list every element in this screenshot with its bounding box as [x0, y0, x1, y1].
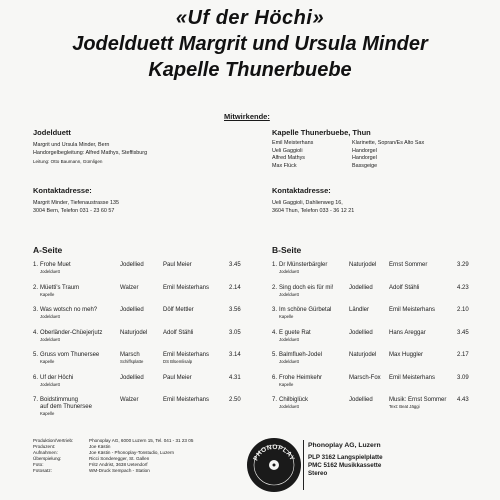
track-genre — [349, 352, 376, 359]
track-title-text: Frohe Heimkehr — [279, 374, 323, 381]
track-genre-text: Marsch — [120, 352, 140, 358]
track-composer — [389, 352, 423, 359]
track-composer — [163, 397, 209, 404]
side-b-tracklist — [272, 262, 477, 422]
track-row — [272, 375, 477, 393]
contact-title: Kontaktadresse: — [272, 186, 331, 195]
track-performer: Jodelduett — [40, 314, 60, 320]
credit-value: WM-Druck Sempach - Station — [89, 468, 150, 473]
performer-line: Handorgelbegleitung: Alfred Mathys, Steffisburg — [33, 149, 148, 156]
track-duration: 3.45 — [457, 329, 469, 336]
label-line: PMC 5162 Musikkassette — [308, 462, 382, 469]
track-title-text: Balmflueh-Jodel — [279, 352, 323, 358]
track-performer: Jodelduett — [279, 291, 299, 297]
credit-value: Fritz Andrist, 3638 Uetendorf — [89, 462, 148, 467]
track-title — [279, 307, 331, 320]
track-genre-text: Naturjodel — [120, 329, 148, 336]
mitwirkende-heading: Mitwirkende: — [224, 112, 270, 121]
track-row — [272, 285, 477, 303]
track-duration: 3.56 — [229, 307, 241, 313]
member-instrument: Klarinette, Sopran/Es Alto Sax — [352, 140, 425, 146]
track-duration: 3.09 — [457, 374, 469, 381]
credit-label: Aufnahmen: — [33, 450, 58, 455]
track-composer — [389, 397, 446, 410]
track-title — [279, 352, 322, 365]
track-genre-text: Jodellied — [120, 374, 144, 381]
track-composer-note: Text: Beat Jäggi — [389, 404, 420, 410]
label-line: PLP 3162 Langspielplatte — [308, 454, 383, 461]
track-row — [33, 330, 248, 348]
track-genre-text: Naturjodel — [349, 262, 377, 268]
track-performer: Jodelduett — [279, 359, 299, 365]
track-number: 2. — [272, 284, 278, 291]
track-composer-text: Adolf Stähli — [389, 284, 420, 291]
track-title-text: Sing doch eis für mi! — [279, 284, 334, 291]
track-duration: 4.31 — [229, 374, 241, 381]
track-genre — [349, 330, 373, 337]
performer-group-title: Kapelle Thunerbuebe, Thun — [272, 128, 371, 137]
side-a-tracklist — [33, 262, 248, 422]
side-a-title: A-Seite — [33, 245, 63, 255]
track-performer: Jodelduett — [279, 404, 299, 410]
member-name: Emil Meisterhans — [272, 140, 314, 146]
member-name: Max Flück — [272, 162, 297, 169]
track-composer-text: Paul Meier — [163, 262, 192, 268]
track-genre — [349, 375, 381, 382]
track-genre-text: Jodellied — [120, 262, 144, 268]
track-performer: Kapelle — [279, 381, 294, 387]
track-composer — [163, 307, 194, 314]
label-info — [308, 442, 488, 477]
track-composer-text: Emil Meisterhans — [389, 307, 436, 313]
contact-right — [272, 186, 472, 215]
track-duration: 2.50 — [229, 397, 241, 403]
track-genre-text: Jodellied — [349, 397, 373, 403]
credit-label: Überspielung: — [33, 456, 62, 461]
credit-label: Fotosatz: — [33, 468, 52, 473]
track-duration: 3.29 — [457, 262, 469, 268]
track-duration: 2.10 — [457, 307, 469, 313]
album-title: «Uf der Höchi» — [175, 7, 325, 29]
track-composer — [389, 307, 435, 314]
performer-line: Margrit und Ursula Minder, Bern — [33, 142, 110, 148]
track-title — [279, 330, 311, 343]
track-title-text: Chilbiglück — [279, 397, 309, 403]
track-genre-text: Marsch-Fox — [349, 374, 381, 381]
track-genre-note: Schiffsplatte — [120, 359, 144, 365]
track-composer-text: Adolf Stähli — [163, 329, 194, 336]
track-title-text: Gruss vom Thunersee — [40, 352, 100, 358]
track-number: 3. — [33, 307, 39, 313]
track-number: 4. — [272, 329, 278, 336]
performers-left — [33, 128, 233, 165]
track-number: 5. — [33, 352, 39, 358]
credit-value: Ricci Sonderegger, St. Gallen — [89, 456, 150, 461]
contact-line: 3004 Bern, Telefon 031 - 23 60 57 — [33, 207, 115, 214]
track-title — [279, 262, 327, 275]
member-name: Ueli Gaggioli — [272, 147, 303, 154]
track-composer — [163, 352, 209, 365]
track-composer — [163, 330, 193, 337]
credit-label: Produzent: — [33, 444, 56, 449]
track-composer — [389, 285, 419, 292]
track-genre-text: Jodellied — [120, 307, 144, 313]
track-genre — [349, 285, 373, 292]
track-composer-text: Emil Meisterhans — [163, 397, 210, 403]
credit-label: Foto: — [33, 462, 44, 467]
track-title-text: Dr Münsterbärgler — [279, 262, 328, 268]
track-performer: Jodelduett — [40, 381, 60, 387]
track-title — [40, 262, 71, 275]
track-genre — [120, 397, 138, 404]
track-title-text: Was wotsch no meh? — [40, 307, 98, 313]
track-title-text: Müetti's Traum — [40, 284, 80, 291]
track-number: 1. — [33, 262, 39, 268]
track-title — [40, 397, 92, 417]
track-title — [279, 397, 308, 410]
track-performer: Kapelle — [279, 314, 294, 320]
credit-value: Phonoplay AG, 6000 Luzern 15, Tel. 041 - 31 23 05 — [89, 438, 194, 443]
contact-left — [33, 186, 233, 215]
track-number: 5. — [272, 352, 278, 358]
credit-labels — [33, 438, 73, 474]
track-title — [40, 307, 97, 320]
track-performer: Kapelle — [40, 291, 55, 297]
track-genre — [349, 397, 373, 404]
track-row — [272, 330, 477, 348]
track-row — [33, 397, 248, 415]
track-row — [33, 307, 248, 325]
leitung-line: Leitung: Otto Baumann, Gümligen — [33, 159, 103, 165]
track-composer-text: Emil Meisterhans — [163, 352, 210, 358]
track-composer — [163, 262, 192, 269]
contact-line: Margrit Minder, Tiefenaustrasse 135 — [33, 200, 119, 206]
track-composer — [389, 375, 435, 382]
track-performer: Kapelle — [40, 359, 55, 365]
label-line: Stereo — [308, 470, 328, 477]
track-composer-text: Dölf Mettler — [163, 307, 194, 313]
track-duration: 4.23 — [457, 284, 469, 291]
track-genre-text: Jodellied — [349, 329, 373, 336]
track-title-text: Boidstimmung — [40, 397, 79, 403]
track-composer — [389, 330, 426, 337]
track-title-text: Uf der Höchi — [40, 374, 74, 381]
track-number: 7. — [33, 397, 39, 403]
track-title-text: E guete Rat — [279, 329, 311, 336]
track-genre — [349, 262, 376, 269]
track-duration: 3.14 — [229, 352, 241, 358]
track-number: 1. — [272, 262, 278, 268]
track-genre — [120, 375, 144, 382]
track-genre-text: Ländler — [349, 307, 370, 313]
credit-values — [89, 438, 193, 474]
track-row — [272, 397, 477, 415]
track-title — [40, 375, 73, 388]
label-company: Phonoplay AG, Luzern — [308, 442, 381, 449]
track-composer-text: Paul Meier — [163, 374, 192, 381]
track-number: 7. — [272, 397, 278, 403]
track-composer-text: Hans Areggar — [389, 329, 426, 336]
track-composer-text: Emil Meisterhans — [389, 374, 436, 381]
performers-right — [272, 128, 472, 176]
phonoplay-logo-icon — [246, 437, 302, 493]
track-performer: Jodelduett — [279, 336, 299, 342]
track-title-text: Oberländer-Chüejerjutz — [40, 329, 103, 336]
track-title — [40, 285, 79, 298]
track-performer: Jodelduett — [40, 336, 60, 342]
divider — [303, 440, 304, 490]
track-row — [272, 352, 477, 370]
track-title-text: Im schöne Gürbetal — [279, 307, 332, 313]
member-instrument: Bassgeige — [352, 162, 378, 169]
credit-label: Produktion/Vertrieb: — [33, 438, 74, 443]
contact-line: 3604 Thun, Telefon 033 - 36 12 21 — [272, 207, 355, 214]
track-row — [272, 262, 477, 280]
track-number: 6. — [272, 374, 278, 381]
track-composer — [389, 262, 427, 269]
contact-line: Ueli Gaggioli, Dahlienweg 16, — [272, 200, 343, 206]
member-name: Alfred Mathys — [272, 155, 305, 162]
track-composer-note: DS Blüemlisalp — [163, 359, 193, 365]
track-genre — [120, 262, 144, 269]
track-row — [33, 352, 248, 370]
track-title-text: Frohe Muet — [40, 262, 71, 268]
member-instrument: Handorgel — [352, 155, 377, 162]
track-composer-text: Max Huggler — [389, 352, 424, 358]
track-number: 6. — [33, 374, 39, 381]
credit-value: Joe Kästin — [89, 444, 111, 449]
track-title — [279, 375, 322, 388]
track-duration: 2.17 — [457, 352, 469, 358]
artist-line-1: Jodelduett Margrit und Ursula Minder — [72, 33, 428, 55]
track-genre — [120, 307, 144, 314]
track-title — [40, 330, 102, 343]
performer-group-title: Jodelduett — [33, 128, 71, 137]
track-number: 2. — [33, 284, 39, 291]
credit-value: Joe Kästin - Phonoplay-Tonstudio, Luzern — [89, 450, 175, 455]
track-duration: 3.05 — [229, 329, 241, 336]
side-b-title: B-Seite — [272, 245, 302, 255]
track-genre-text: Walzer — [120, 397, 139, 403]
track-genre-text: Jodellied — [349, 284, 373, 291]
track-genre — [120, 285, 138, 292]
track-number: 3. — [272, 307, 278, 313]
track-title — [40, 352, 99, 365]
track-row — [33, 262, 248, 280]
track-duration: 3.45 — [229, 262, 241, 268]
track-row — [272, 307, 477, 325]
track-performer: Kapelle — [40, 411, 55, 417]
track-genre-text: Naturjodel — [349, 352, 377, 358]
track-title — [279, 285, 333, 298]
contact-title: Kontaktadresse: — [33, 186, 92, 195]
track-genre — [349, 307, 369, 314]
track-row — [33, 285, 248, 303]
track-composer-text: Emil Meisterhans — [163, 284, 210, 291]
track-duration: 2.14 — [229, 284, 241, 291]
track-composer — [163, 285, 209, 292]
track-performer: Jodelduett — [279, 269, 299, 275]
member-instrument: Handorgel — [352, 147, 377, 154]
logo-text: PHONOPLAY — [252, 443, 296, 462]
track-number: 4. — [33, 329, 39, 336]
track-duration: 4.43 — [457, 397, 469, 403]
track-performer: Jodelduett — [40, 269, 60, 275]
track-composer-text: Ernst Sommer — [389, 262, 428, 268]
track-genre-text: Walzer — [120, 284, 139, 291]
track-composer — [163, 375, 192, 382]
track-genre — [120, 352, 143, 365]
track-title-text-2: auf dem Thunersee — [40, 404, 92, 411]
artist-line-2: Kapelle Thunerbuebe — [148, 59, 352, 81]
track-row — [33, 375, 248, 393]
track-composer-text: Musik: Ernst Sommer — [389, 397, 447, 403]
track-genre — [120, 330, 147, 337]
